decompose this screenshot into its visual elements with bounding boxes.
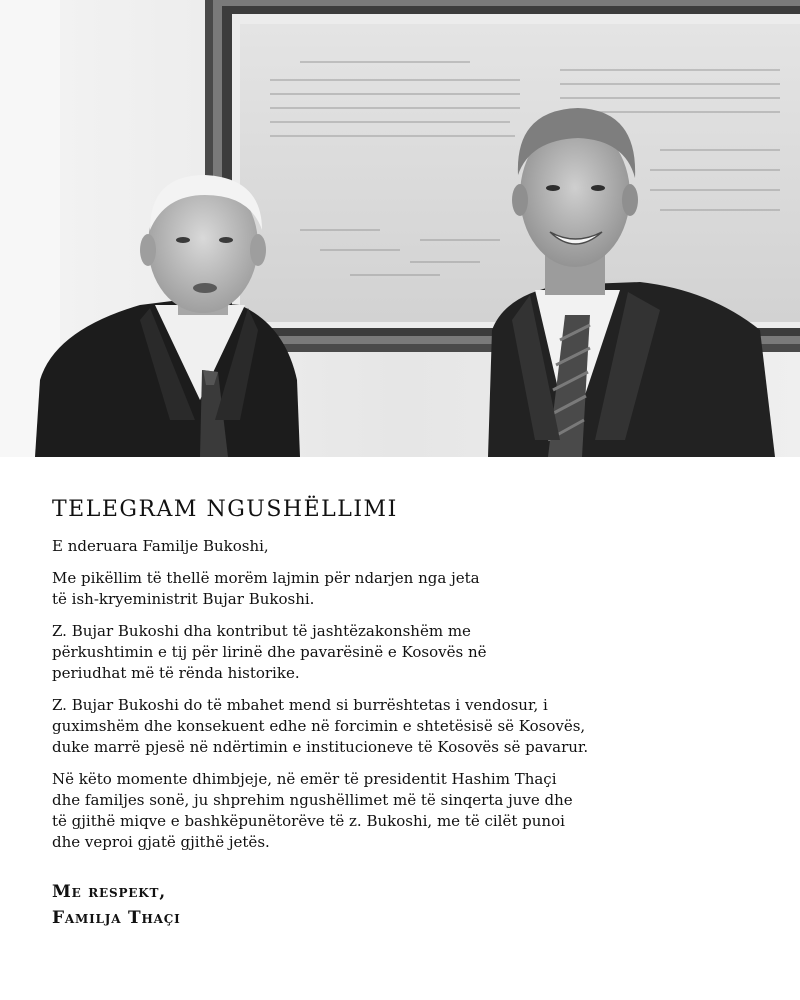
condolence-letter [52,497,772,931]
paragraph-line: të gjithë miqve e bashkëpunëtorëve të z. Bukoshi, me të cilët punoi [52,812,565,830]
salutation: E nderuara Familje Bukoshi, [52,537,269,555]
paragraph-line: Z. Bujar Bukoshi do të mbahet mend si burrështetas i vendosur, i [52,696,548,714]
paragraph-line: duke marrë pjesë në ndërtimin e institucioneve të Kosovës së pavarur. [52,738,589,756]
header-photo [0,0,800,457]
paragraph-1 [52,568,772,610]
closing-line: Me respekt, [52,882,166,902]
closing-signature [52,879,772,931]
paragraph-line: të ish-kryeministrit Bujar Bukoshi. [52,590,315,608]
photo-two-men-portrait [0,0,800,457]
paragraph-line: periudhat më të rënda historike. [52,664,300,682]
letter-title: TELEGRAM NGUSHËLLIMI [52,497,398,522]
signature-line: Familja Thaçi [52,908,181,928]
paragraph-4 [52,769,772,853]
paragraph-3 [52,695,772,758]
paragraph-line: përkushtimin e tij për lirinë dhe pavarësinë e Kosovës në [52,643,487,661]
paragraph-line: Me pikëllim të thellë morëm lajmin për ndarjen nga jeta [52,569,480,587]
paragraph-2 [52,621,772,684]
paragraph-line: dhe veproi gjatë gjithë jetës. [52,833,270,851]
framed-declaration [205,0,800,352]
paragraph-line: dhe familjes sonë, ju shprehim ngushëllimet më të sinqerta juve dhe [52,791,573,809]
paragraph-line: Z. Bujar Bukoshi dha kontribut të jashtëzakonshëm me [52,622,471,640]
paragraph-line: guximshëm dhe konsekuent edhe në forcimin e shtetësisë së Kosovës, [52,717,586,735]
paragraph-line: Në këto momente dhimbjeje, në emër të presidentit Hashim Thaçi [52,770,557,788]
